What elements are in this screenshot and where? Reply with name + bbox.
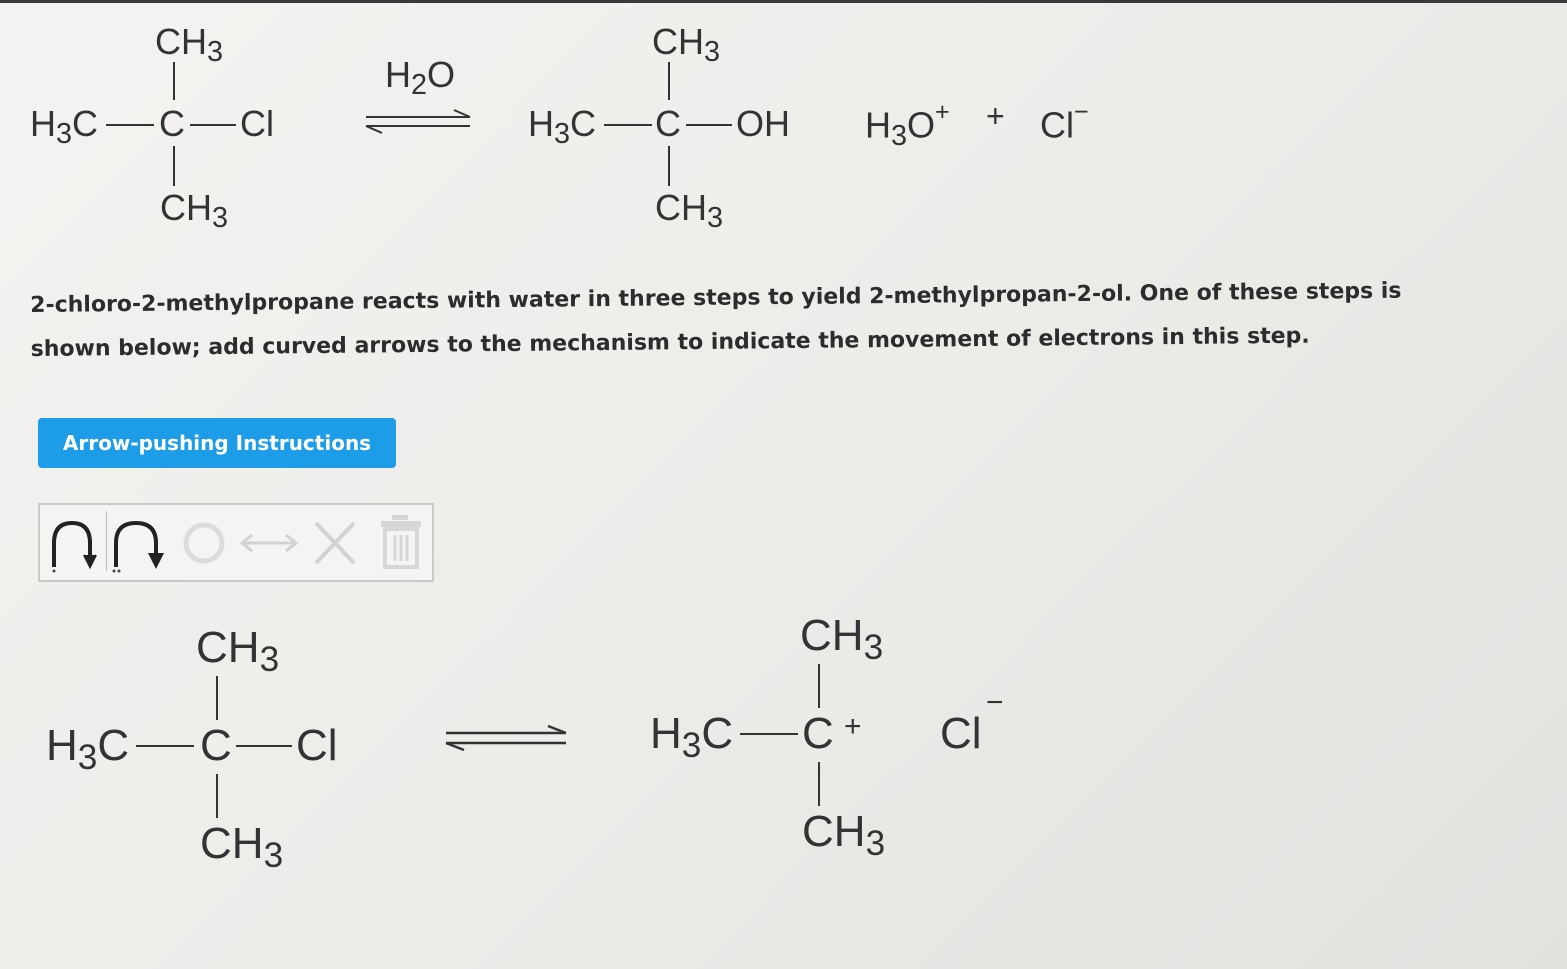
bond — [173, 146, 175, 186]
product-center-c: C — [655, 103, 681, 144]
trash-icon[interactable] — [376, 513, 426, 573]
bond — [236, 745, 292, 747]
bond — [740, 733, 798, 735]
bond — [686, 124, 732, 126]
top-border — [0, 0, 1567, 3]
resonance-arrow-icon[interactable] — [236, 525, 302, 561]
bond — [818, 762, 820, 806]
bond — [173, 62, 175, 100]
mech-chloride[interactable]: Cl — [940, 709, 982, 758]
delete-x-icon[interactable] — [308, 517, 362, 569]
mech-reactant-top-ch3[interactable]: $CH_3$ — [196, 623, 280, 679]
bond — [216, 774, 218, 818]
product-bottom-ch3: $CH_3$ — [655, 187, 724, 235]
lasso-icon[interactable] — [178, 517, 232, 569]
product-oh: OH — [736, 103, 790, 144]
plus-sign: + — [986, 98, 1005, 134]
mech-reactant-cl[interactable]: Cl — [296, 721, 338, 770]
arrow-toolbar — [38, 503, 434, 582]
mech-chloride-charge: − — [986, 686, 1004, 719]
bond — [604, 124, 652, 126]
electron-pair-arrow-icon[interactable] — [108, 515, 170, 573]
mech-product-center-c[interactable]: C — [802, 709, 834, 758]
carbocation-charge: + — [844, 710, 862, 743]
chloride-ion: Cl− — [1040, 98, 1089, 146]
toolbar-separator — [106, 511, 107, 571]
mech-reactant-bottom-ch3[interactable]: $CH_3$ — [200, 819, 284, 875]
mechanism-equilibrium-arrow — [442, 724, 570, 752]
reagent-h2o: $H_2O$ — [385, 54, 456, 102]
reactant-top-ch3: $CH_3$ — [155, 21, 224, 69]
bond — [216, 676, 218, 720]
hydronium-ion: $H_3O^+$ — [865, 98, 950, 152]
single-electron-arrow-icon[interactable] — [46, 515, 102, 573]
bond — [190, 124, 236, 126]
mech-product-top-ch3[interactable]: $CH_3$ — [800, 611, 884, 667]
question-line-2: shown below; add curved arrows to the mechanism to indicate the movement of electrons in this step. — [30, 323, 1310, 362]
reactant-center-c: C — [159, 103, 185, 144]
mech-reactant-center-c[interactable]: C — [200, 721, 232, 770]
bond — [106, 124, 154, 126]
bond — [818, 664, 820, 708]
mech-product-left-h3c[interactable]: $H_3C$ — [650, 709, 734, 765]
mech-reactant-left-h3c[interactable]: $H_3C$ — [46, 721, 130, 777]
arrow-pushing-instructions-button[interactable]: Arrow-pushing Instructions — [38, 418, 396, 468]
mech-product-bottom-ch3[interactable]: $CH_3$ — [802, 807, 886, 863]
bond — [668, 62, 670, 100]
question-text — [30, 268, 1531, 372]
reactant-left-h3c: $H_3C$ — [30, 103, 99, 151]
reactant-bottom-ch3: $CH_3$ — [160, 187, 229, 235]
bond — [136, 745, 194, 747]
question-line-1: 2-chloro-2-methylpropane reacts with water in three steps to yield 2-methylpropan-2-ol. One of these steps is — [30, 278, 1402, 318]
product-left-h3c: $H_3C$ — [528, 103, 597, 151]
equilibrium-arrow — [362, 108, 474, 134]
product-top-ch3: $CH_3$ — [652, 21, 721, 69]
reactant-cl: Cl — [240, 103, 274, 144]
bond — [668, 146, 670, 186]
